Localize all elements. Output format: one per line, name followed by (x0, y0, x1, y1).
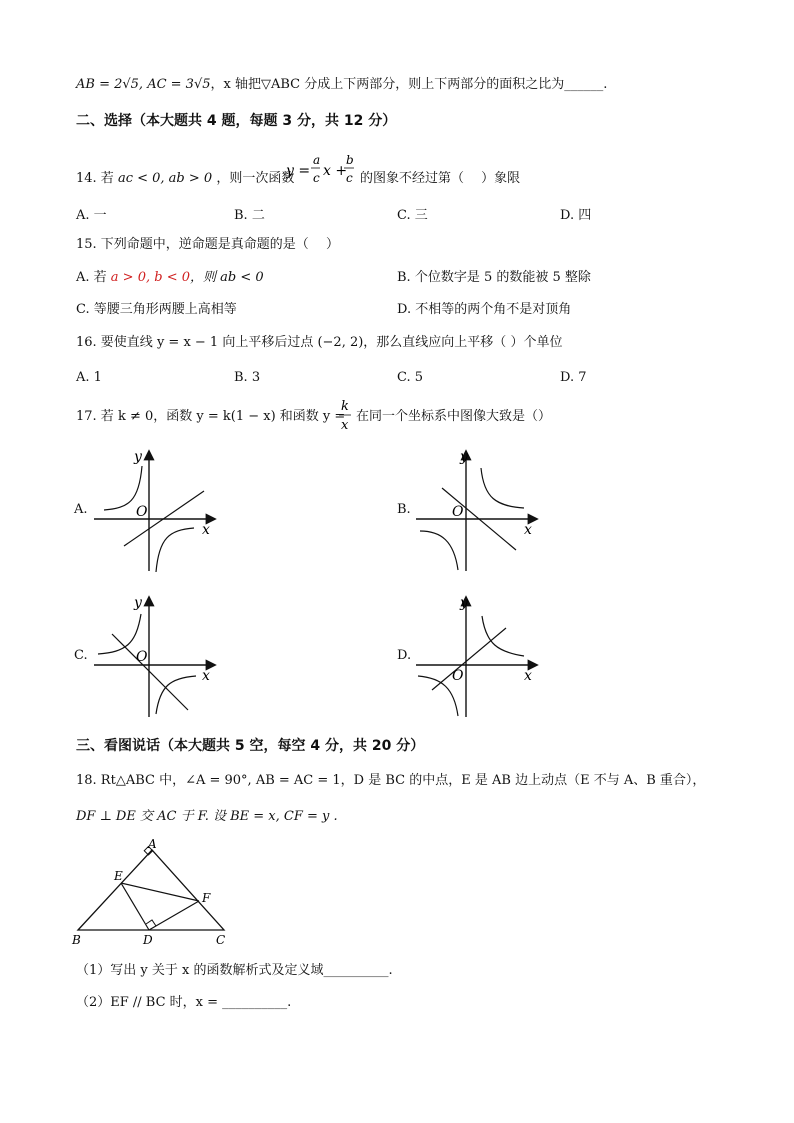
q18-sub2[interactable]: （2）EF // BC 时，x = __________. (76, 995, 292, 1010)
q14-suffix: 的图象不经过第（ ）象限 (360, 171, 521, 186)
q17-graph-a[interactable] (84, 446, 224, 576)
q17-graph-d[interactable] (406, 592, 546, 722)
q14-func (286, 152, 358, 194)
label-b: B (72, 933, 81, 947)
q17-label-d[interactable]: D. (397, 648, 412, 663)
q15-option-a-prefix: A. 若 (76, 270, 107, 285)
origin-label: O (452, 504, 464, 520)
y-label: y (134, 595, 142, 611)
q14-option-a[interactable]: A. 一 (76, 208, 107, 223)
origin-label: O (136, 504, 148, 520)
segment-ef (121, 883, 199, 901)
q17-stem-b: 在同一个坐标系中图像大致是（） (356, 409, 552, 424)
q13-text: ，x 轴把▽ABC 分成上下两部分，则上下两部分的面积之比为______. (210, 77, 608, 92)
q17-stem-a: 17. 若 k ≠ 0，函数 y = k(1 − x) 和函数 y = (76, 409, 346, 424)
hyperbola-branch (481, 468, 524, 508)
y-label: y (134, 449, 142, 465)
q17-label-c[interactable]: C. (74, 648, 88, 663)
q15-option-a-cond: a > 0, b < 0 (110, 270, 190, 285)
x-label: x (524, 522, 532, 538)
q18-triangle-figure (68, 838, 238, 950)
label-c: C (216, 933, 226, 947)
svg-text:x +: x + (323, 163, 348, 179)
segment-ed (121, 883, 149, 930)
svg-text:c: c (346, 171, 353, 185)
q18-line2: DF ⊥ DE 交 AC 于 F. 设 BE = x, CF = y . (76, 809, 338, 824)
section2-title: 二、选择（本大题共 4 题，每题 3 分，共 12 分） (76, 113, 397, 129)
q14-option-d[interactable]: D. 四 (560, 208, 592, 223)
x-label: x (202, 668, 210, 684)
hyperbola-branch (482, 616, 524, 656)
origin-label: O (452, 668, 464, 684)
line (112, 634, 188, 710)
q13-tail-line (76, 76, 607, 94)
q14-stem (76, 170, 294, 188)
q15-option-c[interactable]: C. 等腰三角形两腰上高相等 (76, 302, 237, 317)
q14-option-c[interactable]: C. 三 (397, 208, 428, 223)
svg-text:b: b (346, 153, 354, 167)
svg-text:c: c (313, 171, 320, 185)
q14-cond: ac < 0, ab > 0 (117, 171, 213, 186)
section3-title: 三、看图说话（本大题共 5 空，每空 4 分，共 20 分） (76, 738, 425, 754)
origin-label: O (136, 649, 148, 665)
q14-func-formula (286, 152, 358, 188)
q15-stem: 15. 下列命题中，逆命题是真命题的是（ ） (76, 237, 339, 252)
x-label: x (202, 522, 210, 538)
y-label: y (460, 595, 468, 611)
q15-option-b[interactable]: B. 个位数字是 5 的数能被 5 整除 (397, 270, 591, 285)
right-angle-d (146, 920, 156, 926)
q14-prefix: 14. 若 (76, 171, 114, 186)
q18-line1: 18. Rt△ABC 中，∠A = 90°, AB = AC = 1，D 是 BC 的中点，E 是 AB 边上动点（E 不与 A、B 重合）， (76, 773, 706, 788)
q15-option-a[interactable] (76, 266, 264, 285)
q17-graph-c[interactable] (84, 592, 224, 722)
q15-option-d[interactable]: D. 不相等的两个角不是对顶角 (397, 302, 572, 317)
q16-option-b[interactable]: B. 3 (234, 370, 261, 385)
x-label: x (524, 668, 532, 684)
q17-frac-num: k (341, 399, 349, 414)
hyperbola-branch (156, 676, 196, 714)
q16-option-c[interactable]: C. 5 (397, 370, 424, 385)
q16-option-d[interactable]: D. 7 (560, 370, 587, 385)
q16-option-a[interactable]: A. 1 (76, 370, 102, 385)
q14-mid: ，则一次函数 (216, 171, 295, 186)
q15-option-a-suffix: ，则 ab < 0 (190, 270, 264, 285)
q17-frac-den: x (341, 418, 349, 433)
label-e: E (114, 869, 123, 883)
line (432, 628, 506, 690)
hyperbola-branch (420, 531, 458, 570)
label-a: A (148, 838, 157, 851)
svg-text:a: a (313, 153, 321, 167)
q18-sub1[interactable]: （1）写出 y 关于 x 的函数解析式及定义域__________. (76, 963, 393, 978)
hyperbola-branch (98, 614, 141, 654)
label-d: D (143, 933, 153, 947)
q13-math: AB = 2√5, AC = 3√5 (76, 77, 211, 92)
q17-label-a[interactable]: A. (74, 502, 88, 517)
q16-stem: 16. 要使直线 y = x − 1 向上平移后过点 (−2, 2)，那么直线应向上平移（ ）个单位 (76, 335, 563, 350)
segment-df (149, 901, 199, 930)
q17-fraction (338, 396, 352, 436)
q14-option-b[interactable]: B. 二 (234, 208, 265, 223)
hyperbola-branch (156, 528, 194, 572)
svg-text:y =: y = (286, 163, 311, 179)
q17-graph-b[interactable] (406, 446, 546, 576)
label-f: F (202, 891, 211, 905)
y-label: y (460, 449, 468, 465)
q17-label-b[interactable]: B. (397, 502, 411, 517)
